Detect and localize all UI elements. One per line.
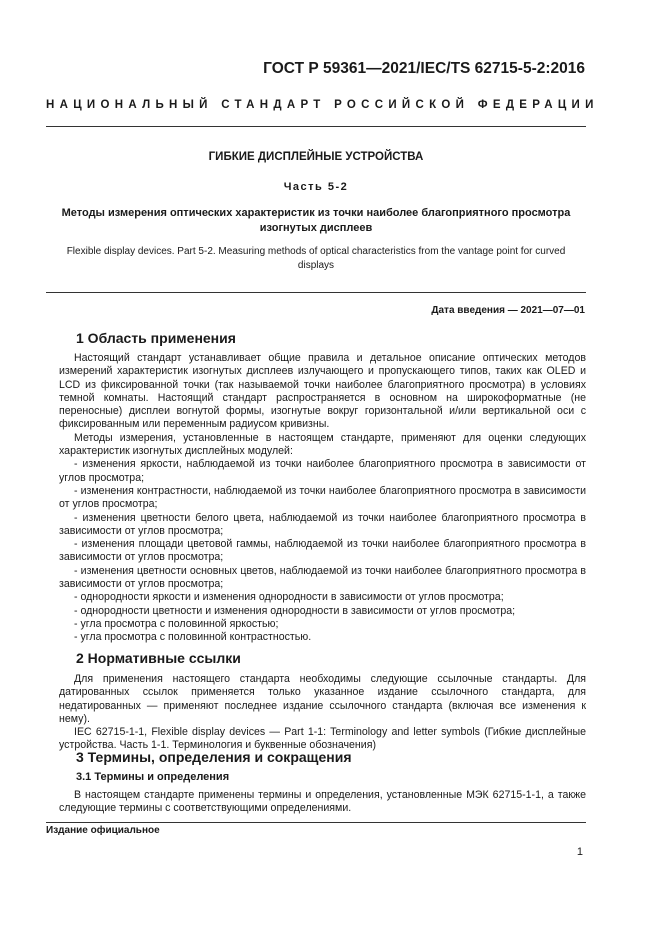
document-part: Часть 5-2 <box>283 181 349 193</box>
section-3-paragraph: В настоящем стандарте применены термины и определения, установленные МЭК 62715-1-1, а также следующие термины с соответствующими определениями. <box>59 789 586 815</box>
list-item: - изменения площади цветовой гаммы, наблюдаемой из точки наиболее благоприятного просмотра в зависимости от углов просмотра; <box>59 538 586 564</box>
list-item: - изменения яркости, наблюдаемой из точки наиболее благоприятного просмотра в зависимости от углов просмотра; <box>59 458 586 484</box>
list-item: - угла просмотра с половинной контрастностью. <box>74 631 312 644</box>
document-subtitle: Методы измерения оптических характеристик из точки наиболее благоприятного просмотра изогнутых дисплеев <box>61 207 571 234</box>
divider <box>46 126 586 127</box>
list-item: - изменения цветности основных цветов, наблюдаемой из точки наиболее благоприятного просмотра в зависимости от углов просмотра; <box>59 564 586 591</box>
section-3-body <box>59 789 586 816</box>
divider <box>46 292 586 293</box>
section-3-heading: 3 Термины, определения и сокращения <box>76 749 352 765</box>
national-standard-heading: НАЦИОНАЛЬНЫЙ СТАНДАРТ РОССИЙСКОЙ ФЕДЕРАЦИИ <box>46 99 599 111</box>
official-edition-label: Издание официальное <box>46 825 160 836</box>
section-1-heading: 1 Область применения <box>76 330 236 346</box>
section-3-1-heading: 3.1 Термины и определения <box>76 771 230 783</box>
list-item: - изменения цветности белого цвета, наблюдаемой из точки наиболее благоприятного просмотра в зависимости от углов просмотра; <box>59 511 586 537</box>
introduction-date: Дата введения — 2021—07—01 <box>431 305 585 316</box>
list-item: - угла просмотра с половинной яркостью; <box>74 617 279 630</box>
english-title: Flexible display devices. Part 5-2. Measuring methods of optical characteristics from the vantage point for curved displays <box>66 246 566 271</box>
section-2-heading: 2 Нормативные ссылки <box>76 650 241 666</box>
document-title: ГИБКИЕ ДИСПЛЕЙНЫЕ УСТРОЙСТВА <box>208 151 424 163</box>
section-2-body <box>59 673 586 753</box>
list-item: - однородности цветности и изменения однородности в зависимости от углов просмотра; <box>74 604 516 617</box>
section-2-paragraph: Для применения настоящего стандарта необходимы следующие ссылочные стандарты. Для датированных ссылок применяется только указанное издание ссылочного стандарта, для недатированных — применяют последнее издание ссылочного стандарта (включая все изменения к нему). <box>59 673 586 725</box>
footer-divider <box>46 822 586 823</box>
section-1-paragraph: Методы измерения, установленные в настоящем стандарте, применяют для оценки следующих характеристик изогнутых дисплейных модулей: <box>59 431 586 458</box>
section-2-paragraph: IEC 62715-1-1, Flexible display devices — Part 1-1: Terminology and letter symbols (Гибкие дисплейные устройства. Часть 1-1. Терминология и буквенные обозначения) <box>59 726 586 752</box>
list-item: - изменения контрастности, наблюдаемой из точки наиболее благоприятного просмотра в зависимости от углов просмотра; <box>59 484 586 511</box>
standard-code: ГОСТ Р 59361—2021/IEC/TS 62715-5-2:2016 <box>263 60 585 77</box>
section-1-paragraph: Настоящий стандарт устанавливает общие правила и детальное описание оптических методов измерений характеристик изогнутых дисплеев излучающего и пропускающего типов, таких как OLED и LCD из фиксированной точки (так называемой точки наиболее благоприятного просмотра) в условиях темной комнаты. Настоящий стандарт распространяется в основном на широкоформатные (не переносные) дисплеи вогнутой формы, изогнутые вокруг горизонтальной и/или вертикальной оси с фиксированным или переменным радиусом кривизны. <box>59 352 586 431</box>
page-number: 1 <box>576 846 583 858</box>
list-item: - однородности яркости и изменения однородности в зависимости от углов просмотра; <box>74 591 504 604</box>
section-1-body <box>59 352 586 645</box>
